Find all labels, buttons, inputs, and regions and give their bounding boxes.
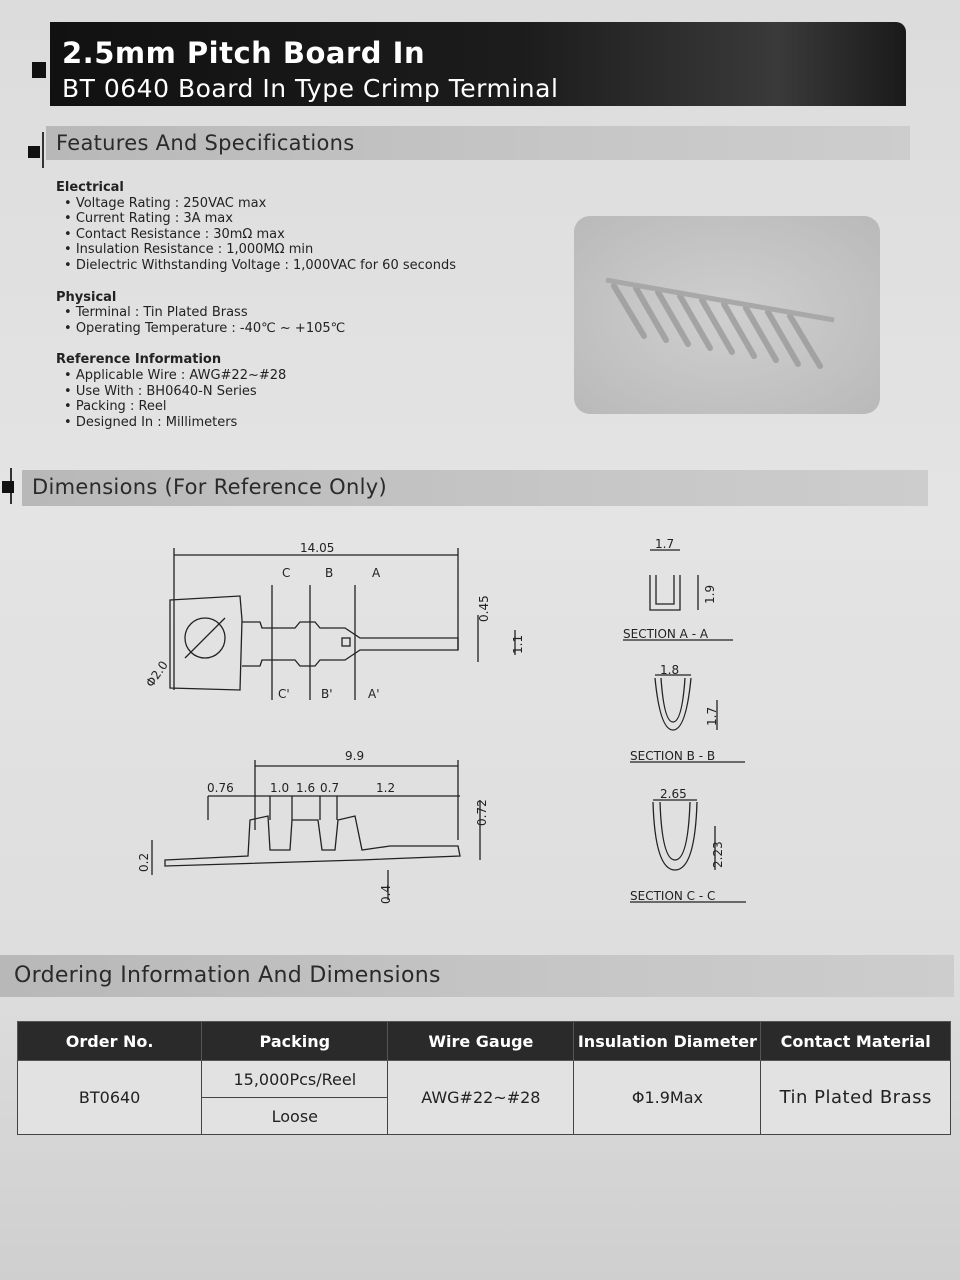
cell-contact-material: Tin Plated Brass — [761, 1061, 951, 1135]
dim-side-d4: 0.7 — [320, 781, 340, 795]
table-row — [18, 1061, 951, 1098]
section-a-height: 1.9 — [703, 584, 717, 604]
dim-diameter: Φ2.0 — [142, 658, 171, 690]
cut-label-a: A — [372, 566, 381, 580]
dim-height-b: 1.1 — [511, 634, 525, 654]
dim-side-d2: 1.0 — [270, 781, 290, 795]
header-order-no: Order No. — [18, 1022, 202, 1061]
header-insulation-diameter: Insulation Diameter — [574, 1022, 761, 1061]
section-c-width: 2.65 — [660, 787, 687, 801]
table-header-row — [18, 1022, 951, 1061]
section-b-height: 1.7 — [705, 706, 719, 726]
section-c-height: 2.23 — [711, 841, 725, 868]
spec-item: • Use With : BH0640-N Series — [64, 384, 456, 400]
physical-heading: Physical — [56, 289, 117, 305]
technical-drawing — [130, 530, 770, 920]
cut-label-b-prime: B' — [321, 687, 333, 701]
cell-packing-reel: 15,000Pcs/Reel — [202, 1061, 388, 1098]
section-c-profile — [630, 800, 746, 902]
spec-list — [56, 180, 456, 446]
electrical-heading: Electrical — [56, 180, 124, 195]
section-a-label: SECTION A - A — [623, 627, 709, 641]
dim-side-d5: 1.2 — [376, 781, 396, 795]
section-marker — [28, 146, 40, 158]
spec-item: • Current Rating : 3A max — [64, 211, 456, 227]
dim-side-d3: 1.6 — [296, 781, 316, 795]
cell-insulation-diameter: Φ1.9Max — [574, 1061, 761, 1135]
cut-label-b: B — [325, 566, 334, 580]
section-b-width: 1.8 — [660, 663, 680, 677]
features-heading: Features And Specifications — [56, 131, 355, 155]
dim-side-h3: 0.4 — [379, 884, 393, 904]
cut-label-a-prime: A' — [368, 687, 380, 701]
section-c-label: SECTION C - C — [630, 889, 716, 903]
reference-heading: Reference Information — [56, 352, 222, 368]
page-subtitle: BT 0640 Board In Type Crimp Terminal — [62, 74, 559, 103]
dimensions-section-bar — [22, 470, 928, 506]
section-marker — [2, 481, 14, 493]
dim-side-h1: 0.72 — [475, 799, 489, 826]
product-photo — [574, 216, 880, 414]
header-packing: Packing — [202, 1022, 388, 1061]
reference-group — [56, 352, 456, 430]
cell-order-no: BT0640 — [18, 1061, 202, 1135]
spec-item: • Packing : Reel — [64, 399, 456, 415]
spec-item: • Operating Temperature : -40℃ ~ +105℃ — [64, 321, 456, 337]
spec-item: • Insulation Resistance : 1,000MΩ min — [64, 242, 456, 258]
dim-side-d1: 0.76 — [207, 781, 234, 795]
features-section-bar — [46, 126, 910, 160]
spec-item: • Terminal : Tin Plated Brass — [64, 305, 456, 321]
spec-item: • Voltage Rating : 250VAC max — [64, 196, 456, 212]
cut-label-c: C — [282, 566, 291, 580]
spec-item: • Applicable Wire : AWG#22~#28 — [64, 368, 456, 384]
cell-wire-gauge: AWG#22~#28 — [388, 1061, 574, 1135]
physical-group — [56, 290, 456, 337]
ordering-heading: Ordering Information And Dimensions — [14, 963, 441, 988]
section-a-width: 1.7 — [655, 537, 675, 551]
section-marker-line — [42, 132, 44, 168]
cut-label-c-prime: C' — [278, 687, 290, 701]
dimensions-heading: Dimensions (For Reference Only) — [32, 475, 387, 499]
header-contact-material: Contact Material — [761, 1022, 951, 1061]
page-title: 2.5mm Pitch Board In — [62, 36, 426, 70]
spec-item: • Dielectric Withstanding Voltage : 1,000VAC for 60 seconds — [64, 258, 456, 274]
top-view — [170, 548, 515, 700]
ordering-section-bar — [0, 955, 954, 997]
title-block — [50, 22, 906, 106]
dim-side-overall: 9.9 — [345, 749, 365, 763]
section-b-label: SECTION B - B — [630, 749, 716, 763]
dim-height-a: 0.45 — [477, 595, 491, 622]
terminal-strip-image — [574, 216, 880, 414]
title-marker — [32, 62, 46, 78]
dim-top-overall: 14.05 — [300, 541, 335, 555]
spec-item: • Designed In : Millimeters — [64, 415, 456, 431]
spec-item: • Contact Resistance : 30mΩ max — [64, 227, 456, 243]
dim-side-h2: 0.2 — [137, 852, 151, 872]
header-wire-gauge: Wire Gauge — [388, 1022, 574, 1061]
side-view — [152, 760, 480, 900]
cell-packing-loose: Loose — [202, 1098, 388, 1135]
electrical-group — [56, 180, 456, 274]
order-table — [17, 1021, 951, 1135]
